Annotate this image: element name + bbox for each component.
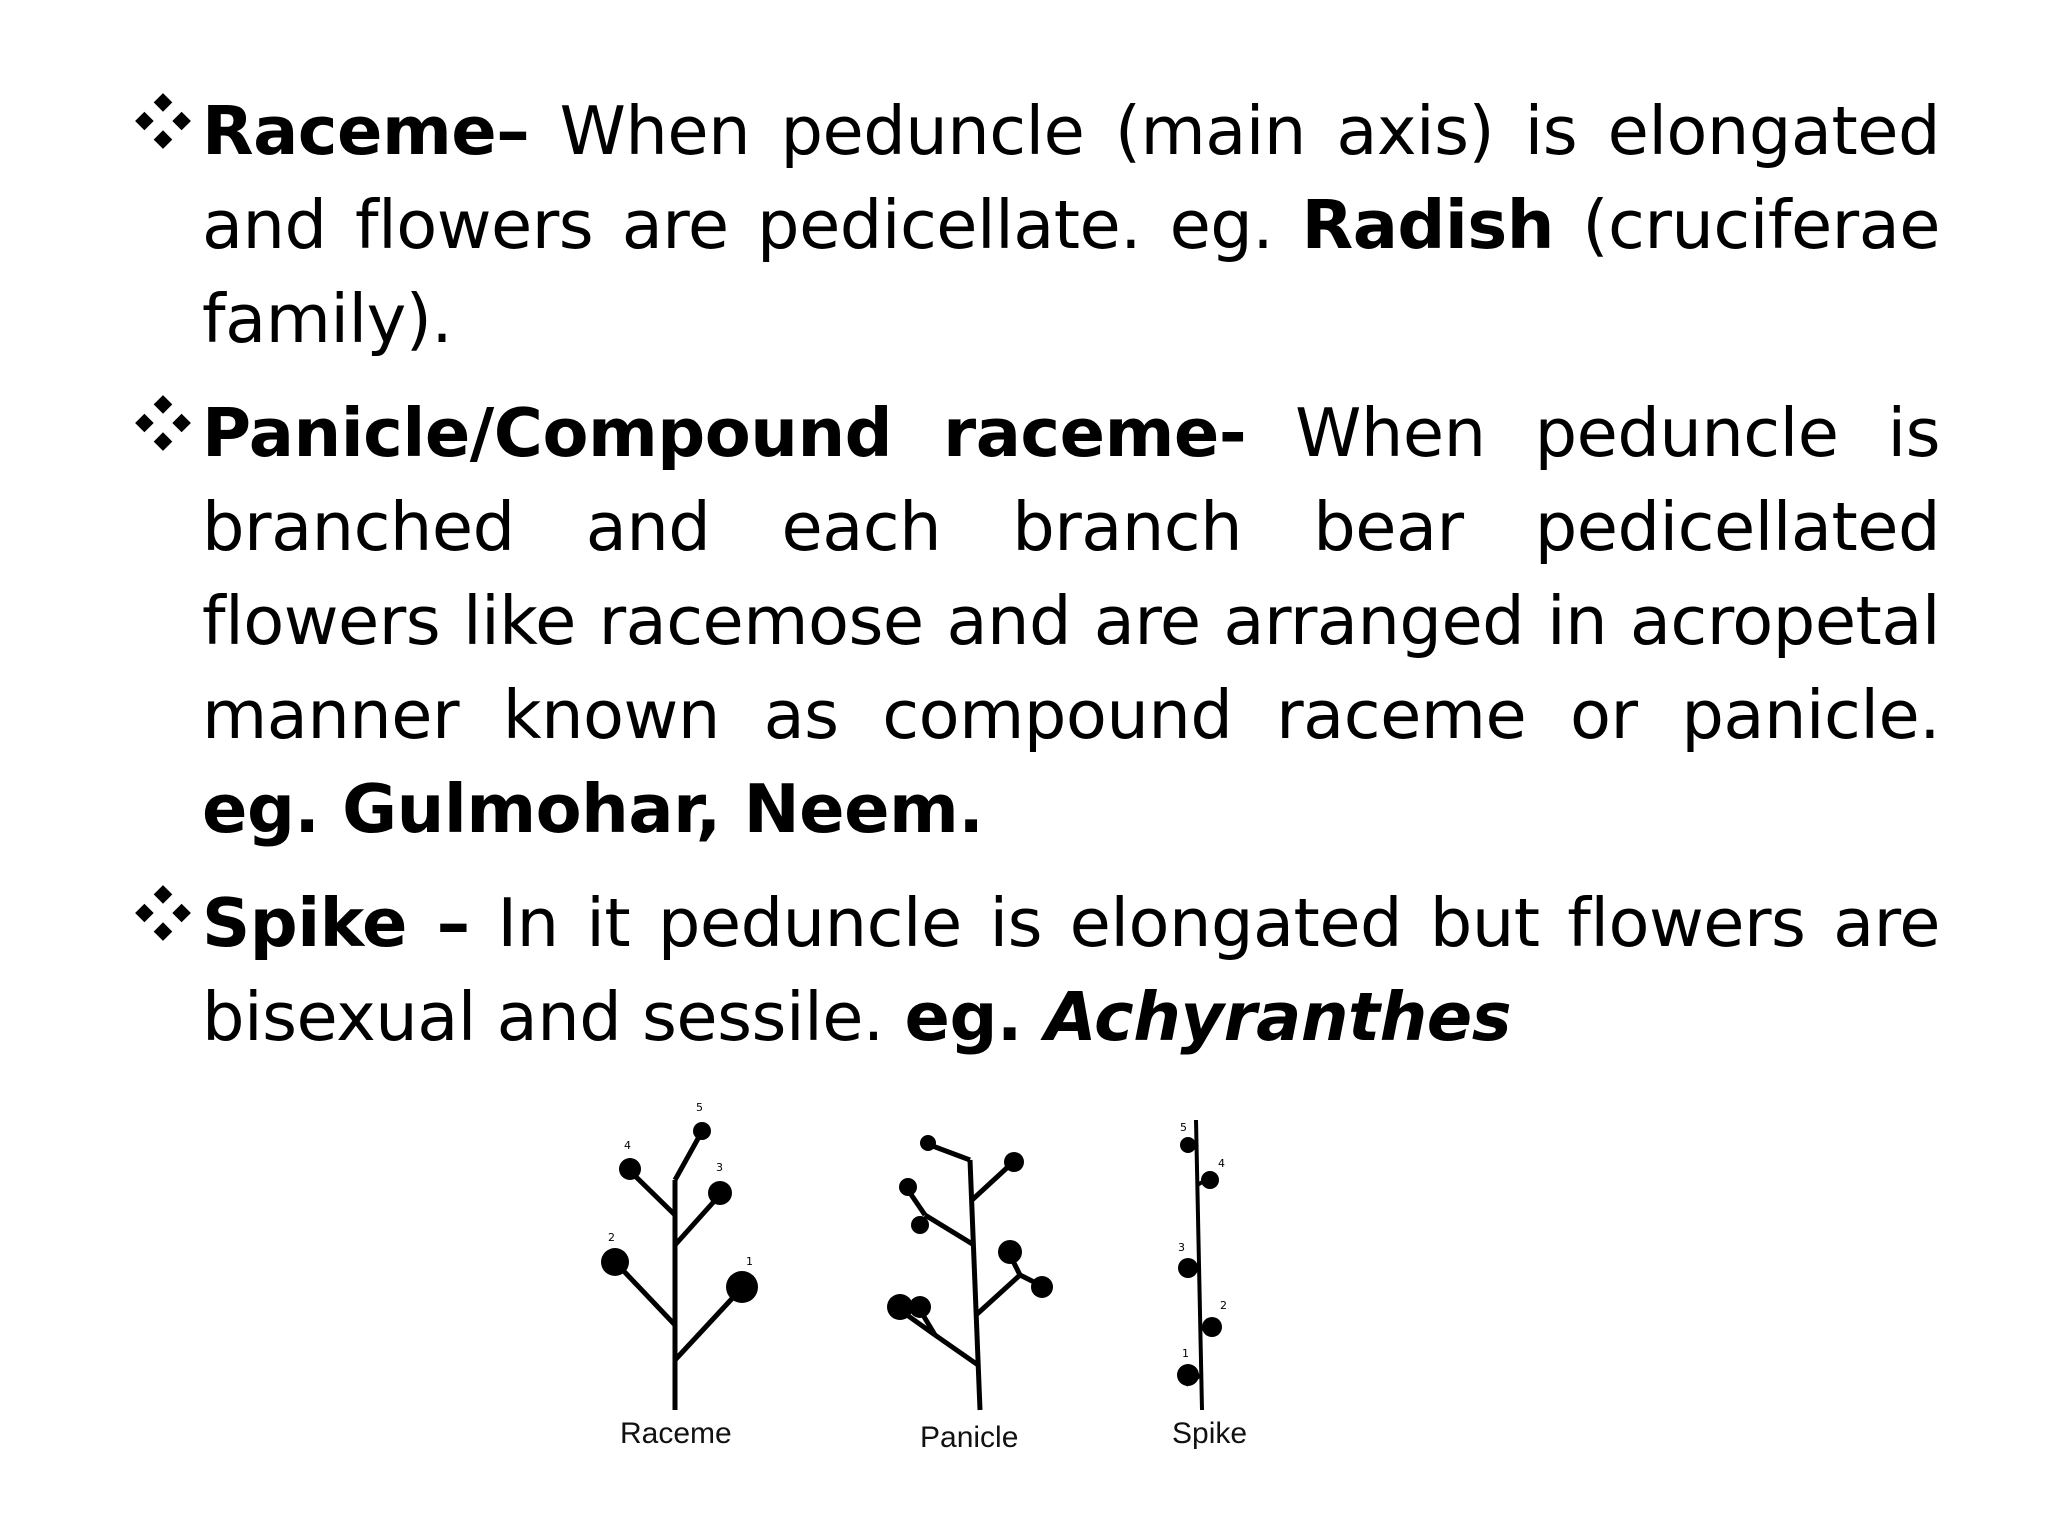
bullet-text xyxy=(202,386,1940,856)
spike-number-3: 3 xyxy=(1178,1241,1185,1254)
bullet-text xyxy=(202,84,1940,366)
example-radish: Radish xyxy=(1301,186,1554,264)
label-panicle: Panicle xyxy=(920,1421,1019,1454)
raceme-drawing xyxy=(601,1101,758,1410)
spike-number-1: 1 xyxy=(1182,1347,1189,1360)
raceme-family-note: (cruciferae family). xyxy=(202,186,1940,358)
spike-definition: In it peduncle is elongated but flowers are bisexual and sessile. xyxy=(202,884,1940,1056)
bullet-raceme xyxy=(130,84,1940,366)
spike-number-4: 4 xyxy=(1218,1157,1225,1170)
panicle-drawing xyxy=(887,1135,1053,1410)
bullet-spike xyxy=(130,876,1940,1064)
raceme-definition: When peduncle (main axis) is elongated and flowers are pedicellate. eg. xyxy=(202,92,1940,264)
raceme-number-5: 5 xyxy=(696,1101,703,1114)
four-diamond-bullet-icon xyxy=(132,90,194,152)
raceme-number-2: 2 xyxy=(608,1231,615,1244)
raceme-number-3: 3 xyxy=(716,1161,723,1174)
term-spike: Spike – xyxy=(202,884,470,962)
label-raceme: Raceme xyxy=(620,1417,732,1450)
inflorescence-diagram xyxy=(590,1065,1290,1475)
bullet-list xyxy=(130,84,1940,1084)
raceme-number-4: 4 xyxy=(624,1139,631,1152)
example-prefix: eg. xyxy=(904,978,1045,1056)
term-raceme: Raceme– xyxy=(202,92,530,170)
spike-drawing xyxy=(1177,1120,1227,1410)
raceme-number-1: 1 xyxy=(746,1255,753,1268)
inflorescence-drawings xyxy=(590,1065,1290,1425)
spike-number-5: 5 xyxy=(1180,1121,1187,1134)
bullet-text xyxy=(202,876,1940,1064)
four-diamond-bullet-icon xyxy=(132,392,194,454)
spike-number-2: 2 xyxy=(1220,1299,1227,1312)
four-diamond-bullet-icon xyxy=(132,882,194,944)
example-achyranthes: Achyranthes xyxy=(1044,978,1512,1056)
term-panicle: Panicle/Compound raceme- xyxy=(202,394,1247,472)
label-spike: Spike xyxy=(1172,1417,1248,1450)
bullet-panicle xyxy=(130,386,1940,856)
example-gulmohar-neem: eg. Gulmohar, Neem. xyxy=(202,770,984,848)
panicle-definition: When peduncle is branched and each branch bear pedicellated flowers like racemose and are arranged in acropetal manner known as compound raceme or panicle. xyxy=(202,394,1940,754)
